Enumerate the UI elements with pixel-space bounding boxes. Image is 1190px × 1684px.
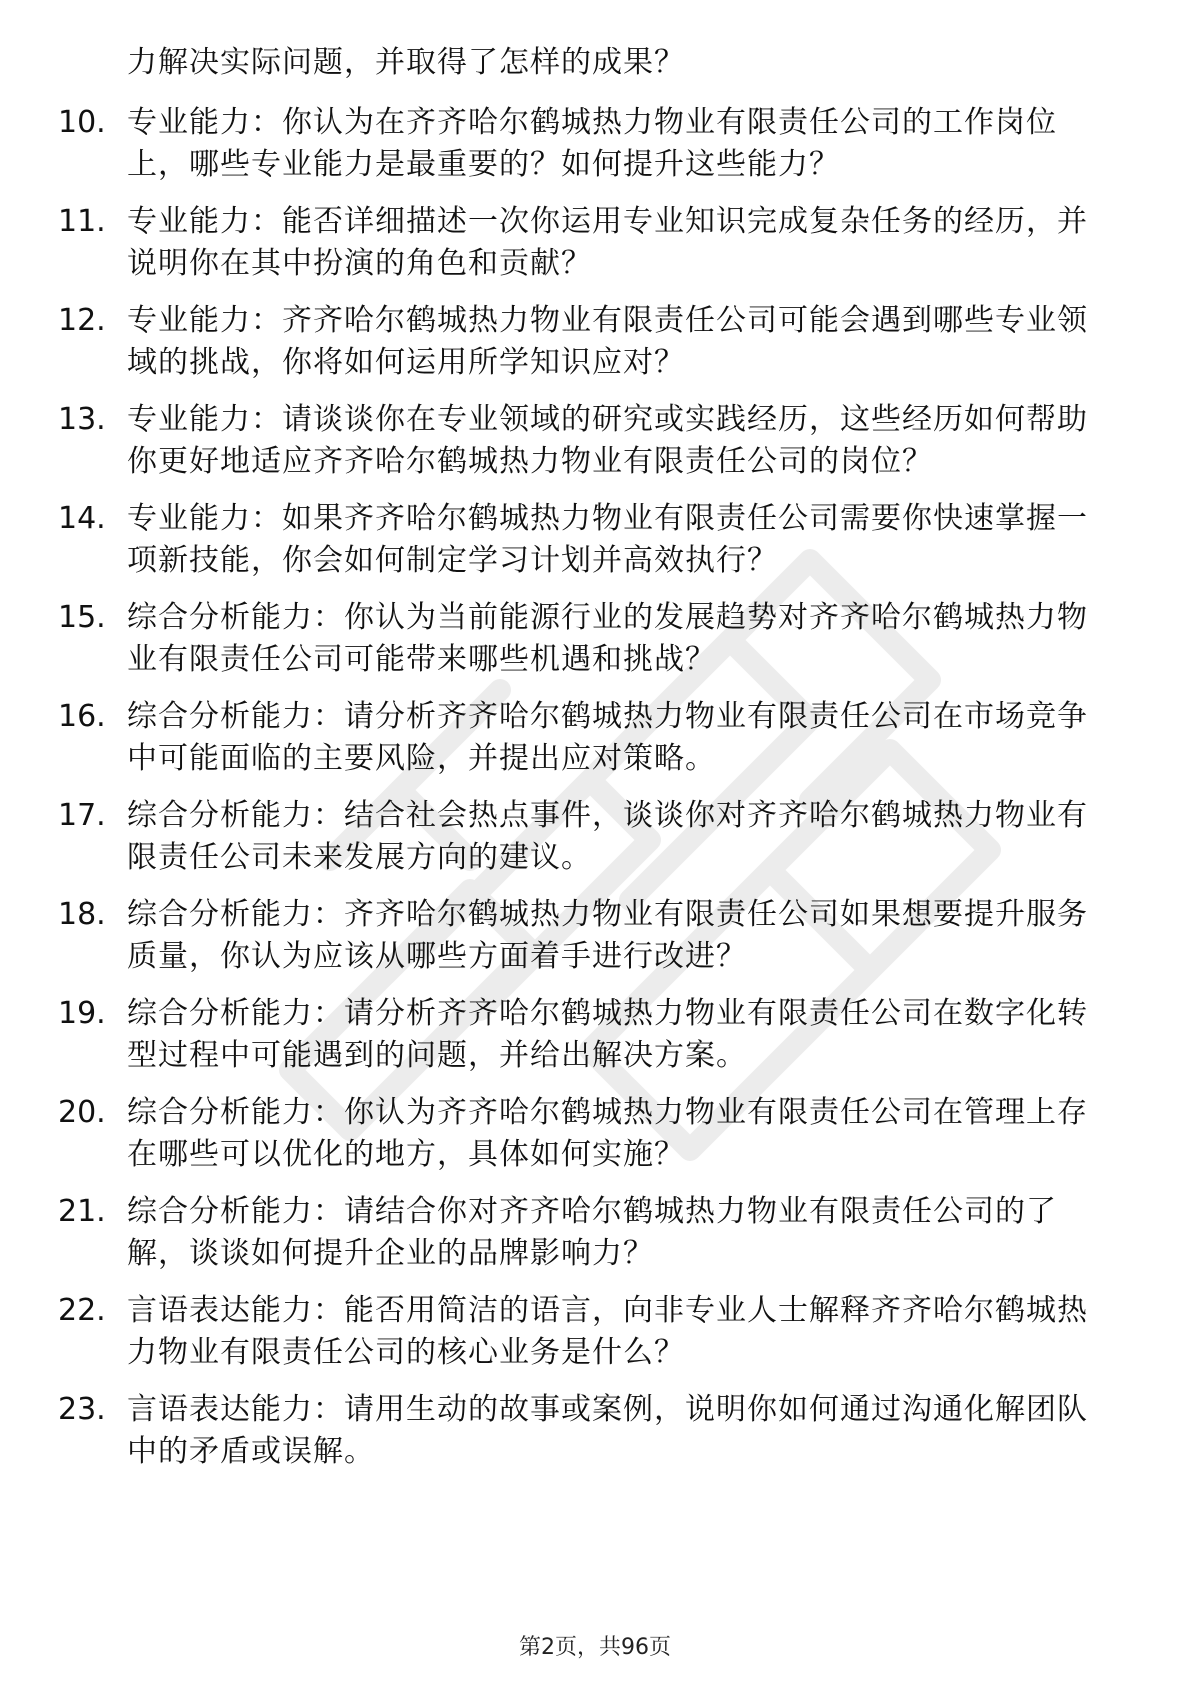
question-number: 21. [58, 1194, 106, 1229]
list-item [58, 795, 1118, 879]
question-text: 专业能力：能否详细描述一次你运用专业知识完成复杂任务的经历，并说明你在其中扮演的角色和贡献？ [127, 204, 1088, 281]
question-content [58, 42, 1118, 1488]
question-number: 14. [58, 501, 106, 536]
list-item [58, 300, 1118, 384]
list-item [58, 201, 1118, 285]
question-text: 综合分析能力：请分析齐齐哈尔鹤城热力物业有限责任公司在数字化转型过程中可能遇到的问题，并给出解决方案。 [127, 996, 1088, 1073]
question-text: 综合分析能力：齐齐哈尔鹤城热力物业有限责任公司如果想要提升服务质量，你认为应该从哪些方面着手进行改进？ [127, 897, 1088, 974]
question-number: 22. [58, 1293, 106, 1328]
continued-question-text: 力解决实际问题，并取得了怎样的成果？ [127, 45, 685, 80]
list-item [58, 399, 1118, 483]
question-number: 23. [58, 1392, 106, 1427]
question-text: 综合分析能力：请结合你对齐齐哈尔鹤城热力物业有限责任公司的了解，谈谈如何提升企业的品牌影响力？ [127, 1194, 1057, 1271]
question-number: 10. [58, 105, 106, 140]
question-number: 17. [58, 798, 106, 833]
list-item [58, 696, 1118, 780]
question-text: 专业能力：齐齐哈尔鹤城热力物业有限责任公司可能会遇到哪些专业领域的挑战，你将如何运用所学知识应对？ [127, 303, 1088, 380]
list-item [58, 498, 1118, 582]
question-text: 专业能力：请谈谈你在专业领域的研究或实践经历，这些经历如何帮助你更好地适应齐齐哈尔鹤城热力物业有限责任公司的岗位？ [127, 402, 1088, 479]
list-item [58, 1290, 1118, 1374]
page-footer: 第2页，共96页 [519, 1635, 671, 1660]
question-text: 综合分析能力：请分析齐齐哈尔鹤城热力物业有限责任公司在市场竞争中可能面临的主要风险，并提出应对策略。 [127, 699, 1088, 776]
question-number: 20. [58, 1095, 106, 1130]
question-text: 综合分析能力：你认为齐齐哈尔鹤城热力物业有限责任公司在管理上存在哪些可以优化的地方，具体如何实施？ [127, 1095, 1088, 1172]
question-text: 专业能力：如果齐齐哈尔鹤城热力物业有限责任公司需要你快速掌握一项新技能，你会如何制定学习计划并高效执行？ [127, 501, 1088, 578]
list-item [58, 102, 1118, 186]
question-number: 12. [58, 303, 106, 338]
question-list [58, 102, 1118, 1473]
list-item [58, 1389, 1118, 1473]
question-number: 18. [58, 897, 106, 932]
question-number: 16. [58, 699, 106, 734]
list-item [58, 597, 1118, 681]
list-item [58, 1092, 1118, 1176]
question-number: 15. [58, 600, 106, 635]
question-text: 言语表达能力：请用生动的故事或案例，说明你如何通过沟通化解团队中的矛盾或误解。 [127, 1392, 1088, 1469]
question-text: 综合分析能力：结合社会热点事件，谈谈你对齐齐哈尔鹤城热力物业有限责任公司未来发展方向的建议。 [127, 798, 1088, 875]
list-item [58, 993, 1118, 1077]
question-number: 19. [58, 996, 106, 1031]
question-number: 11. [58, 204, 106, 239]
list-item [58, 1191, 1118, 1275]
question-text: 专业能力：你认为在齐齐哈尔鹤城热力物业有限责任公司的工作岗位上，哪些专业能力是最重要的？如何提升这些能力？ [127, 105, 1057, 182]
question-text: 言语表达能力：能否用简洁的语言，向非专业人士解释齐齐哈尔鹤城热力物业有限责任公司的核心业务是什么？ [127, 1293, 1088, 1370]
question-number: 13. [58, 402, 106, 437]
list-item [58, 894, 1118, 978]
question-text: 综合分析能力：你认为当前能源行业的发展趋势对齐齐哈尔鹤城热力物业有限责任公司可能带来哪些机遇和挑战？ [127, 600, 1088, 677]
